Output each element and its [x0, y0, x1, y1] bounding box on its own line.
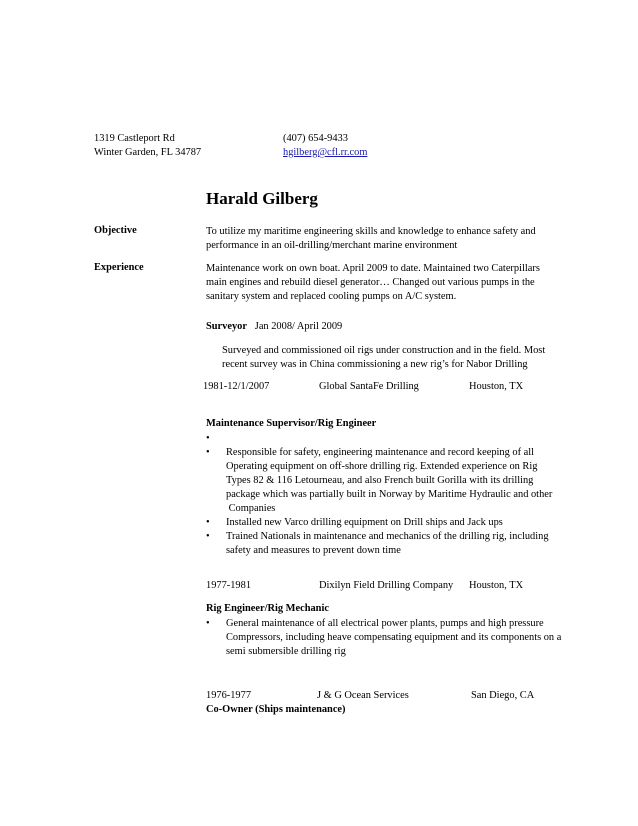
bullet-line: Companies: [226, 503, 276, 514]
bullet-line: semi submersible drilling rig: [226, 646, 346, 657]
current-work-line: sanitary system and replaced cooling pumps on A/C system.: [206, 291, 457, 302]
objective-line: To utilize my maritime engineering skills and knowledge to enhance safety and: [206, 226, 536, 237]
bullet-line: package which was partially built in Norway by Maritime Hydraulic and other: [226, 489, 553, 500]
list-item: [206, 432, 552, 446]
job-bullet-list: [206, 617, 561, 659]
current-work-text: [206, 262, 540, 304]
job-location: Houston, TX: [469, 381, 524, 392]
job-company: Dixilyn Field Drilling Company: [319, 580, 454, 591]
objective-label: Objective: [94, 225, 137, 236]
city-state-zip: Winter Garden, FL 34787: [94, 147, 202, 158]
job-title: Co-Owner (Ships maintenance): [206, 704, 346, 715]
job-dates: 1981-12/1/2007: [203, 381, 270, 392]
objective-text: [206, 225, 536, 253]
job-bullet-list: [206, 432, 552, 558]
job-location: San Diego, CA: [471, 690, 535, 701]
list-item: [206, 617, 561, 659]
job-title: Maintenance Supervisor/Rig Engineer: [206, 418, 377, 429]
surveyor-line: Surveyed and commissioned oil rigs under construction and in the field. Most: [222, 345, 546, 356]
surveyor-text: [222, 344, 545, 372]
current-work-line: Maintenance work on own boat. April 2009 to date. Maintained two Caterpillars: [206, 263, 540, 274]
objective-line: performance in an oil-drilling/merchant marine environment: [206, 240, 458, 251]
surveyor-heading: [206, 321, 342, 332]
current-work-line: main engines and rebuild diesel generator… Changed out various pumps in the: [206, 277, 535, 288]
job-company: J & G Ocean Services: [317, 690, 409, 701]
bullet-line: [226, 432, 229, 446]
surveyor-title: Surveyor: [206, 321, 247, 332]
experience-label: Experience: [94, 262, 144, 273]
list-item: [206, 446, 552, 516]
job-location: Houston, TX: [469, 580, 524, 591]
bullet-line: Types 82 & 116 Letourneau, and also French built Gorilla with its drilling: [226, 475, 534, 486]
bullet-line: Trained Nationals in maintenance and mechanics of the drilling rig, including: [226, 531, 549, 542]
bullet-line: Compressors, including heave compensating equipment and its components on a: [226, 632, 562, 643]
bullet-line: Installed new Varco drilling equipment on Drill ships and Jack ups: [226, 517, 503, 528]
street-address: 1319 Castleport Rd: [94, 133, 175, 144]
phone-number: (407) 654-9433: [283, 133, 348, 144]
surveyor-dates: Jan 2008/ April 2009: [254, 321, 343, 332]
bullet-icon: •: [206, 433, 210, 444]
surveyor-line: recent survey was in China commissioning a new rig’s for Nabor Drilling: [222, 359, 528, 370]
bullet-line: Operating equipment on off-shore drilling rig. Extended experience on Rig: [226, 461, 538, 472]
bullet-icon: •: [206, 447, 210, 458]
bullet-line: safety and measures to prevent down time: [226, 545, 401, 556]
resume-name: Harald Gilberg: [206, 189, 318, 208]
bullet-line: General maintenance of all electrical power plants, pumps and high pressure: [226, 618, 544, 629]
bullet-icon: •: [206, 517, 210, 528]
bullet-line: Responsible for safety, engineering maintenance and record keeping of all: [226, 447, 535, 458]
job-dates: 1977-1981: [206, 580, 252, 591]
job-title: Rig Engineer/Rig Mechanic: [206, 603, 329, 614]
email-link[interactable]: hgilberg@cfl.rr.com: [283, 147, 368, 158]
list-item: [206, 530, 552, 558]
list-item: [206, 516, 552, 530]
job-company: Global SantaFe Drilling: [319, 381, 419, 392]
job-dates: 1976-1977: [206, 690, 252, 701]
bullet-icon: •: [206, 531, 210, 542]
bullet-icon: •: [206, 618, 210, 629]
